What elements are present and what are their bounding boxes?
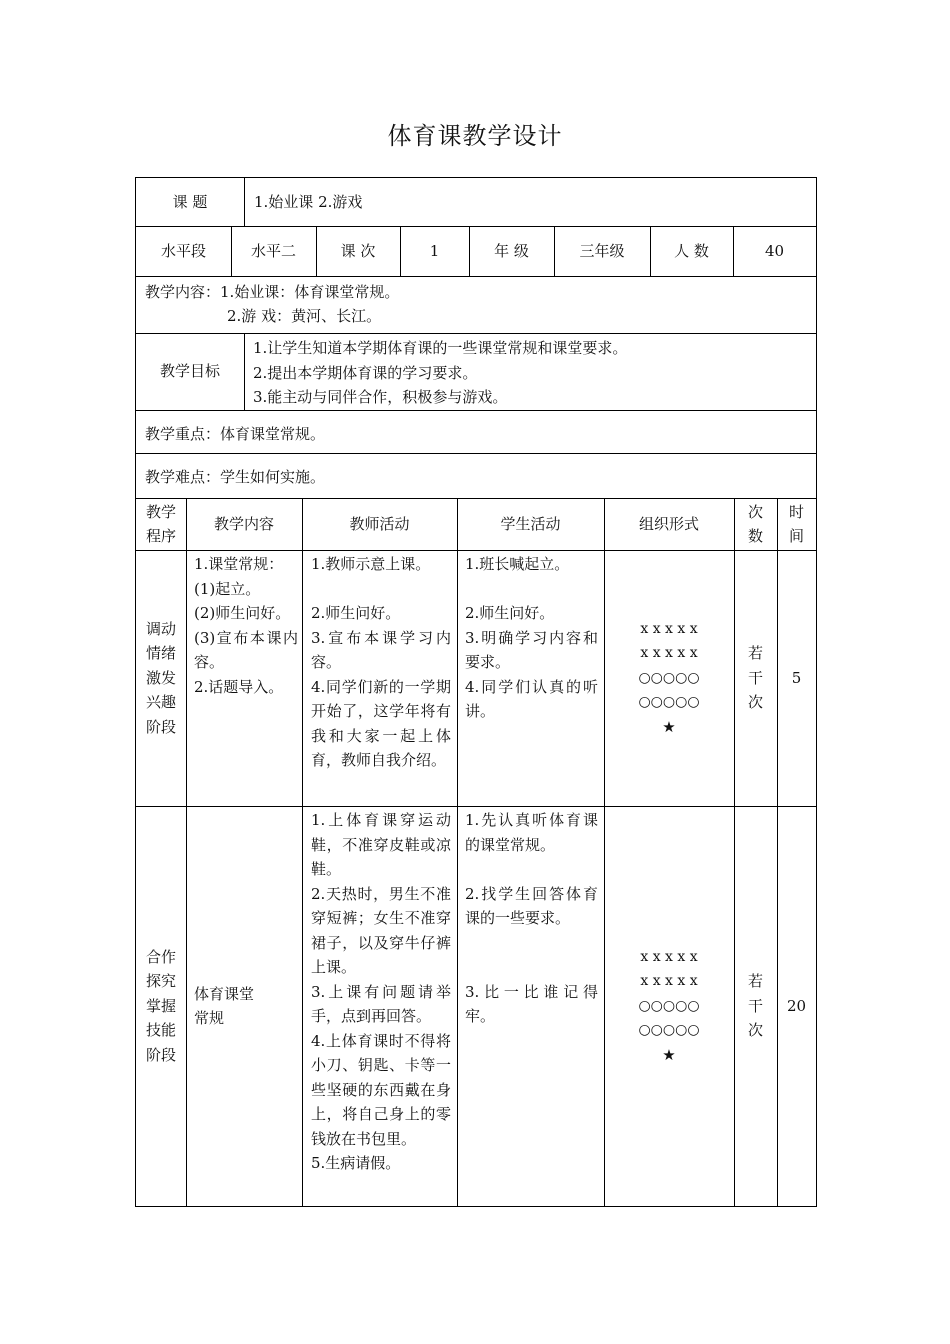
topic-value: 1.始业课 2.游戏 — [254, 193, 363, 211]
formation-row: ○○○○○ — [638, 694, 700, 711]
formation-cell — [604, 806, 734, 1206]
grade-label: 年 级 — [494, 241, 529, 260]
difficulty: 教学难点：学生如何实施。 — [145, 468, 326, 486]
goals-list — [253, 336, 813, 410]
duration-cell: 20 — [786, 996, 807, 1015]
formation-row: ○○○○○ — [638, 669, 700, 686]
lesson-plan-table — [135, 177, 817, 1207]
content-cell: 体育课堂 常规 — [194, 984, 255, 1027]
header-organization: 组织形式 — [638, 514, 699, 533]
formation-row: ○○○○○ — [638, 997, 700, 1014]
stage-cell: 合作 探究 掌握 技能 阶段 — [145, 947, 176, 1064]
page-title: 体育课教学设计 — [387, 122, 563, 150]
stage-cell: 调动 情绪 激发 兴趣 阶段 — [145, 619, 176, 736]
formation-row: ○○○○○ — [638, 1022, 700, 1039]
formation-cell — [604, 550, 734, 806]
times-cell: 若 干 次 — [747, 972, 763, 1040]
grade-value: 三年级 — [579, 241, 625, 260]
lesson-label: 课 次 — [340, 241, 376, 260]
header-times: 次 数 — [747, 503, 763, 545]
goal-item: 2.提出本学期体育课的学习要求。 — [253, 363, 478, 382]
content-line-1: 教学内容：1.始业课：体育课堂常规。 — [145, 283, 400, 301]
times-cell: 若 干 次 — [747, 644, 763, 712]
header-teacher: 教师活动 — [349, 514, 410, 533]
header-content: 教学内容 — [213, 514, 274, 533]
lesson-value: 1 — [429, 241, 440, 260]
formation-row: x x x x x — [640, 645, 698, 662]
formation-row: x x x x x — [640, 620, 698, 637]
goals-label: 教学目标 — [159, 362, 220, 381]
count-value: 40 — [764, 241, 785, 260]
goal-item: 3.能主动与同伴合作，积极参与游戏。 — [253, 388, 508, 406]
level-label: 水平段 — [160, 241, 206, 260]
teacher-activity-cell: 1.上体育课穿运动鞋，不准穿皮鞋或凉鞋。 2.天热时，男生不准穿短裤；女生不准穿裙子，以及穿牛仔裤上课。 3.上课有问题请举手，点到再回答。 4.上体育课时不得将小刀、钥匙、卡等一些坚硬的东西戴在身上，将自己身上的零钱放在书包里。 5.生病请假。 — [311, 811, 451, 1172]
content-cell: 1.课堂常规： (1)起立。 (2)师生问好。 (3)宣布本课内容。 2.话题导入。 — [194, 555, 298, 696]
key-point: 教学重点：体育课堂常规。 — [145, 425, 326, 443]
content-line-2: 2.游 戏：黄河、长江。 — [227, 307, 382, 325]
student-activity-cell: 1.先认真听体育课的课堂常规。 2.找学生回答体育课的一些要求。 3.比一比谁记得牢。 — [465, 811, 598, 1025]
header-student: 学生活动 — [500, 514, 561, 533]
student-activity-cell: 1.班长喊起立。 2.师生问好。 3.明确学习内容和要求。 4.同学们认真的听讲。 — [465, 555, 598, 720]
header-procedure: 教学 程序 — [145, 503, 176, 545]
teacher-star-icon: ★ — [662, 1045, 676, 1064]
level-value: 水平二 — [250, 241, 296, 260]
teacher-activity-cell: 1.教师示意上课。 2.师生问好。 3.宣布本课学习内容。 4.同学们新的一学期开始了，这学年将有我和大家一起上体育，教师自我介绍。 — [311, 555, 451, 769]
header-duration: 时 间 — [788, 503, 804, 545]
count-label: 人 数 — [674, 241, 709, 260]
topic-label: 课 题 — [172, 192, 208, 211]
teacher-star-icon: ★ — [662, 717, 676, 736]
formation-row: x x x x x — [640, 948, 698, 965]
duration-cell: 5 — [791, 668, 802, 687]
goal-item: 1.让学生知道本学期体育课的一些课堂常规和课堂要求。 — [253, 339, 628, 357]
formation-row: x x x x x — [640, 973, 698, 990]
